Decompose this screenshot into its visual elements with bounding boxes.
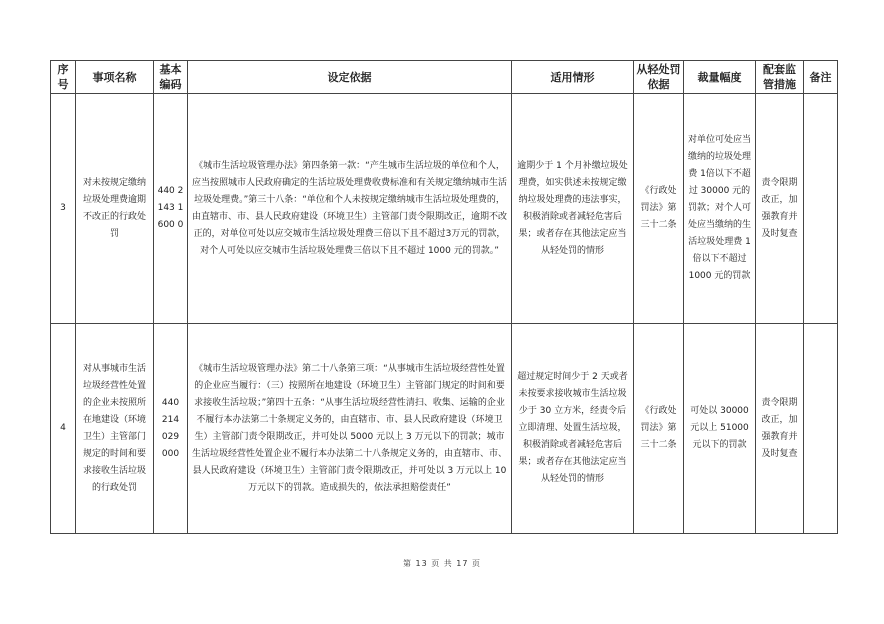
legal-basis: 《城市生活垃圾管理办法》第二十八条第三项：“从事城市生活垃圾经营性处置的企业应当履行：（三）按照所在地建设（环境卫生）主管部门规定的时间和要求接收生活垃圾；”第四十五条：“从事生活垃圾经营性清扫、收集、运输的企业不履行本办法第二十条规定义务的，由直辖市、市、县人民政府建设（环境卫生）主管部门责令限期改正，并可处以 5000 元以上 3 万元以下的罚款；城市生活垃圾经营性处置企业不履行本办法第二十八条规定义务的，由直辖市、市、县人民政府建设（环境卫生）主管部门责令限期改正，并可处以 3 万元以上 10 万元以下的罚款。造成损失的，依法承担赔偿责任” <box>188 324 512 534</box>
item-code: 440 2 143 1 600 0 <box>154 94 188 324</box>
supervision-measures: 责令限期改正，加强教育并及时复查 <box>756 94 804 324</box>
header-measures: 配套监管措施 <box>756 61 804 94</box>
table-row <box>51 94 838 324</box>
header-row <box>51 61 838 94</box>
lighter-penalty-basis: 《行政处罚法》第三十二条 <box>634 94 684 324</box>
supervision-measures: 责令限期改正，加强教育并及时复查 <box>756 324 804 534</box>
header-lighter-basis: 从轻处罚依据 <box>634 61 684 94</box>
penalty-range: 对单位可处应当缴纳的垃圾处理费 1倍以下不超过 30000 元的罚款；对个人可处应当缴纳的生活垃圾处理费 1倍以下不超过 1000 元的罚款 <box>684 94 756 324</box>
header-code: 基本编码 <box>154 61 188 94</box>
remark <box>804 324 838 534</box>
item-name: 对未按规定缴纳垃圾处理费逾期不改正的行政处罚 <box>76 94 154 324</box>
page-footer: 第 13 页 共 17 页 <box>402 559 482 568</box>
header-name: 事项名称 <box>76 61 154 94</box>
penalty-table <box>50 60 838 534</box>
table-row <box>51 324 838 534</box>
item-code: 440 214 029 000 <box>154 324 188 534</box>
applicable-condition: 超过规定时间少于 2 天或者未按要求接收城市生活垃圾少于 30 立方米，经责令后立即清理、处置生活垃圾，积极消除或者减轻危害后果；或者存在其他法定应当从轻处罚的情形 <box>512 324 634 534</box>
row-no: 4 <box>51 324 76 534</box>
legal-basis: 《城市生活垃圾管理办法》第四条第一款：“产生城市生活垃圾的单位和个人，应当按照城市人民政府确定的生活垃圾处理费收费标准和有关规定缴纳城市生活垃圾处理费。”第三十八条：“单位和个人未按规定缴纳城市生活垃圾处理费的，由直辖市、市、县人民政府建设（环境卫生）主管部门责令限期改正，逾期不改正的，对单位可处以应交城市生活垃圾处理费三倍以下且不超过3万元的罚款，对个人可处以应交城市生活垃圾处理费三倍以下且不超过 1000 元的罚款。” <box>188 94 512 324</box>
applicable-condition: 逾期少于 1 个月补缴垃圾处理费，如实供述未按规定缴纳垃圾处理费的违法事实，积极消除或者减轻危害后果；或者存在其他法定应当从轻处罚的情形 <box>512 94 634 324</box>
lighter-penalty-basis: 《行政处罚法》第三十二条 <box>634 324 684 534</box>
header-range: 裁量幅度 <box>684 61 756 94</box>
header-condition: 适用情形 <box>512 61 634 94</box>
penalty-range: 可处以 30000 元以上 51000 元以下的罚款 <box>684 324 756 534</box>
header-basis: 设定依据 <box>188 61 512 94</box>
header-no: 序号 <box>51 61 76 94</box>
item-name: 对从事城市生活垃圾经营性处置的企业未按照所在地建设（环境卫生）主管部门规定的时间和要求接收生活垃圾的行政处罚 <box>76 324 154 534</box>
remark <box>804 94 838 324</box>
row-no: 3 <box>51 94 76 324</box>
header-remark: 备注 <box>804 61 838 94</box>
